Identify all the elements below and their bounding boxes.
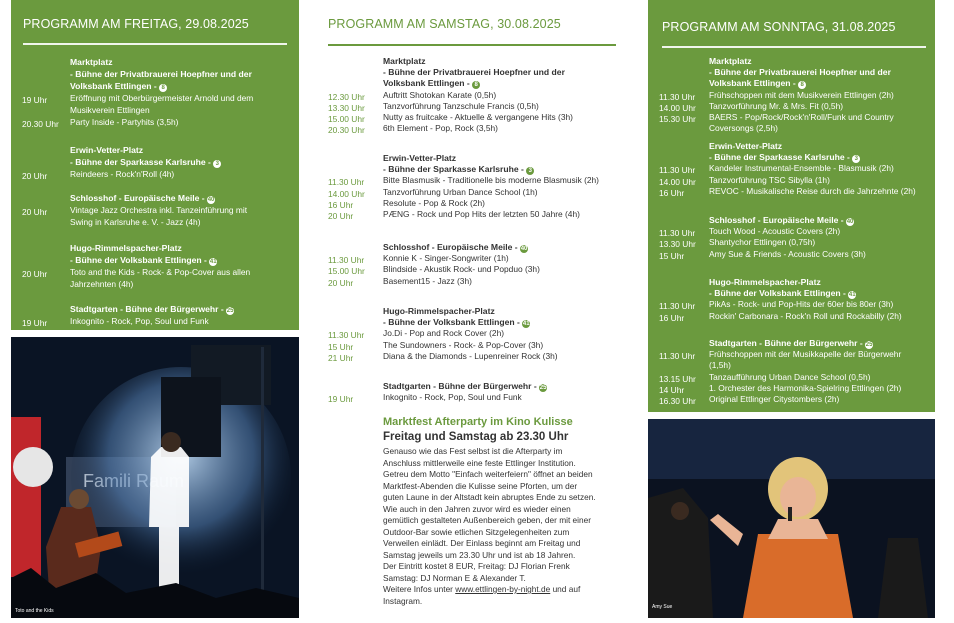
venue-number-badge: 40 [207, 197, 215, 203]
event-time: 16 Uhr [659, 187, 685, 198]
venue-heading: Schlosshof - Europäische Meile - 40 [383, 242, 528, 252]
event-description: 1. Orchester des Harmonika-Spielring Ettlingen (2h) [709, 382, 902, 393]
event-time: 13.15 Uhr [659, 373, 696, 384]
singer-photo-illustration [648, 419, 935, 618]
venue-heading: Marktplatz [383, 56, 426, 66]
event-description: Shantychor Ettlingen (0,75h) [709, 237, 816, 248]
event-description: Konnie K - Singer-Songwriter (1h) [383, 253, 509, 264]
event-description: Tanzvorführung Tanzschule Francis (0,5h) [383, 100, 539, 111]
venue-number-badge: 41 [209, 259, 217, 265]
venue-heading: Erwin-Vetter-Platz [70, 145, 144, 155]
afterparty-line: guten Laune in der Altstadt kein abruptes Ende zu setzen. [383, 492, 596, 502]
event-description: Diana & the Diamonds - Lupenreiner Rock (3h) [383, 350, 558, 361]
venue-heading: Schlosshof - Europäische Meile - 40 [709, 215, 854, 225]
event-description: (1,5h) [709, 360, 731, 371]
event-time: 11.30 Uhr [328, 255, 365, 266]
venue-number-badge: 3 [213, 160, 221, 168]
event-description: Jahrzehnten (4h) [70, 279, 134, 289]
event-description: Musikverein Ettlingen [70, 105, 150, 115]
friday-heading-rule [23, 43, 287, 45]
event-description: Original Ettlinger Citystombers (2h) [709, 394, 840, 404]
event-time: 20.30 Uhr [22, 119, 59, 129]
venue-number-badge: 3 [852, 155, 860, 163]
venue-heading: Stadtgarten - Bühne der Bürgerwehr - 25 [70, 304, 234, 314]
event-time: 15.00 Uhr [328, 114, 365, 124]
afterparty-last-line: Instagram. [383, 595, 423, 606]
event-time: 20 Uhr [22, 171, 48, 181]
venue-heading: Schlosshof - Europäische Meile - 40 [70, 193, 215, 203]
toto-and-the-kids-photo [11, 337, 299, 618]
venue-heading: Volksbank Ettlingen - 8 [383, 77, 480, 89]
event-time: 21 Uhr [328, 352, 354, 363]
event-time: 20 Uhr [22, 207, 48, 217]
event-description: Inkognito - Rock, Pop, Soul und Funk [70, 316, 209, 326]
event-description: Touch Wood - Acoustic Covers (2h) [709, 226, 841, 237]
venue-number-badge: 40 [520, 246, 528, 252]
event-time: 13.30 Uhr [659, 239, 696, 250]
event-time: 14.00 Uhr [328, 188, 365, 199]
event-time: 11.30 Uhr [328, 330, 365, 341]
friday-heading: PROGRAMM AM FREITAG, 29.08.2025 [23, 17, 249, 31]
left-photo-caption: Toto and the Kids [15, 608, 54, 614]
event-description: Resolute - Pop & Rock (2h) [383, 197, 485, 208]
afterparty-line: gemütlich gestalteten Außenbereich geben, der mit einer [383, 515, 592, 525]
afterparty-line: Anschluss mittlerweile eine feste Ettlinger Institution. [383, 457, 576, 468]
afterparty-line: Der Eintritt kostet 8 EUR, Freitag: DJ Florian Frenk [383, 561, 570, 571]
event-description: Swing in Karlsruhe e. V. - Jazz (4h) [70, 217, 201, 227]
event-time: 19 Uhr [328, 394, 354, 405]
event-time: 11.30 Uhr [659, 301, 696, 312]
event-time: 20 Uhr [328, 211, 354, 221]
event-description: PikAs - Rock- und Pop-Hits der 60er bis 80er (3h) [709, 299, 894, 310]
event-time: 11.30 Uhr [659, 165, 696, 176]
venue-heading: Hugo-Rimmelspacher-Platz [709, 277, 821, 287]
event-description: 6th Element - Pop, Rock (3,5h) [383, 123, 498, 134]
event-description: Amy Sue & Friends - Acoustic Covers (3h) [709, 248, 866, 259]
event-time: 16.30 Uhr [659, 396, 696, 406]
venue-heading: Erwin-Vetter-Platz [709, 141, 783, 151]
event-time: 20 Uhr [22, 269, 48, 279]
event-description: Basement15 - Jazz (3h) [383, 275, 472, 286]
event-description: Inkognito - Rock, Pop, Soul und Funk [383, 392, 522, 403]
afterparty-line: Verweilen einlädt. Der Einlass beginnt am Freitag und [383, 538, 581, 548]
afterparty-more-info: Weitere Infos unter www.ettlingen-by-night.de und auf [383, 584, 581, 594]
venue-heading: Erwin-Vetter-Platz [383, 153, 457, 163]
event-time: 20.30 Uhr [328, 125, 365, 136]
afterparty-subtitle: Freitag und Samstag ab 23.30 Uhr [383, 431, 569, 443]
venue-number-badge: 8 [159, 84, 167, 92]
event-description: Tanzvorführung Mr. & Mrs. Fit (0,5h) [709, 100, 844, 111]
venue-number-badge: 25 [539, 385, 547, 391]
afterparty-line: Genauso wie das Fest selbst ist die Afterparty im [383, 446, 563, 456]
venue-heading: - Bühne der Volksbank Ettlingen - 41 [70, 255, 217, 265]
event-time: 15 Uhr [659, 250, 685, 261]
venue-number-badge: 41 [848, 292, 856, 299]
event-description: Tanzvorführung TSC Sibylla (1h) [709, 174, 830, 185]
event-time: 14.00 Uhr [659, 102, 696, 113]
event-description: Reindeers - Rock'n'Roll (4h) [70, 169, 175, 179]
event-description: Tanzaufführung Urban Dance School (0,5h) [709, 371, 871, 382]
venue-heading: Volksbank Ettlingen - 8 [70, 80, 167, 92]
saturday-heading: PROGRAMM AM SAMSTAG, 30.08.2025 [328, 17, 561, 31]
event-description: Frühschoppen mit dem Musikverein Ettlingen (2h) [709, 89, 894, 100]
event-time: 12.30 Uhr [328, 91, 365, 102]
venue-number-badge: 25 [865, 342, 873, 348]
ettlingen-by-night-link[interactable]: www.ettlingen-by-night.de [455, 584, 551, 594]
venue-heading: Marktplatz [709, 56, 752, 66]
event-description: Frühschoppen mit der Musikkapelle der Bürgerwehr [709, 349, 902, 360]
event-description: Tanzvorführung Urban Dance School (1h) [383, 186, 538, 197]
venue-number-badge: 8 [472, 81, 480, 89]
venue-heading: Hugo-Rimmelspacher-Platz [383, 306, 495, 316]
event-time: 11.30 Uhr [659, 228, 696, 239]
venue-heading: Marktplatz [70, 57, 113, 67]
event-time: 15 Uhr [328, 341, 354, 352]
sunday-heading: PROGRAMM AM SONNTAG, 31.08.2025 [662, 20, 896, 34]
event-description: PÆNG - Rock und Pop Hits der letzten 50 Jahre (4h) [383, 209, 580, 219]
afterparty-line: Outdoor-Bar sowie etlichen Sitzgelegenheiten zum [383, 526, 570, 537]
event-description: The Sundowners - Rock- & Pop-Cover (3h) [383, 339, 544, 350]
venue-heading: - Bühne der Privatbrauerei Hoepfner und der [70, 69, 252, 79]
event-time: 20 Uhr [328, 277, 354, 288]
event-time: 19 Uhr [22, 95, 48, 105]
venue-heading: - Bühne der Sparkasse Karlsruhe - 3 [709, 151, 860, 163]
venue-heading: - Bühne der Volksbank Ettlingen - 41 [709, 288, 856, 299]
event-description: BAERS - Pop/Rock/Rock'n'Roll/Funk und Country [709, 112, 894, 122]
venue-heading: - Bühne der Privatbrauerei Hoepfner und der [709, 67, 891, 78]
venue-heading: - Bühne der Sparkasse Karlsruhe - 3 [70, 156, 221, 168]
event-time: 11.30 Uhr [659, 351, 696, 362]
venue-number-badge: 40 [846, 219, 854, 225]
event-description: Toto and the Kids - Rock- & Pop-Cover aus allen [70, 267, 251, 277]
event-description: Rockin' Carbonara - Rock'n Roll und Rockabilly (2h) [709, 310, 902, 321]
event-description: Kandeler Instrumental-Ensemble - Blasmusik (2h) [709, 163, 894, 174]
event-description: Vintage Jazz Orchestra inkl. Tanzeinführung mit [70, 205, 248, 215]
event-description: Jo.Di - Pop and Rock Cover (2h) [383, 328, 505, 339]
sunday-heading-rule [662, 46, 926, 48]
event-time: 19 Uhr [22, 318, 48, 328]
afterparty-line: Marktfest-Abenden die Kulisse seine Pforten, um der [383, 480, 578, 491]
venue-heading: Stadtgarten - Bühne der Bürgerwehr - 25 [383, 381, 547, 391]
afterparty-line: Samstag jeweils um 23.30 Uhr und ist ab 18 Jahren. [383, 549, 576, 560]
event-time: 13.30 Uhr [328, 102, 365, 113]
event-time: 14 Uhr [659, 384, 685, 395]
amy-sue-photo [648, 419, 935, 618]
afterparty-body [383, 446, 628, 607]
event-description: Auftritt Shotokan Karate (0,5h) [383, 89, 497, 100]
venue-heading: - Bühne der Sparkasse Karlsruhe - 3 [383, 163, 534, 175]
venue-heading: - Bühne der Privatbrauerei Hoepfner und der [383, 67, 565, 78]
afterparty-title: Marktfest Afterparty im Kino Kulisse [383, 416, 573, 428]
afterparty-line: Getreu dem Motto "Einfach weiterfeiern" öffnet an beiden [383, 469, 593, 479]
concert-photo-illustration [11, 337, 299, 618]
afterparty-line: Samstag: DJ Norman E & Alexander T. [383, 572, 526, 583]
event-time: 11.30 Uhr [659, 91, 696, 102]
friday-panel [11, 0, 299, 330]
venue-number-badge: 25 [226, 308, 234, 314]
event-description: Eröffnung mit Oberbürgermeister Arnold und dem [70, 93, 254, 103]
venue-heading: Volksbank Ettlingen - 8 [709, 77, 806, 89]
event-time: 15.00 Uhr [328, 266, 365, 277]
event-time: 11.30 Uhr [328, 177, 365, 188]
afterparty-line: Wie auch in den Jahren zuvor wird es wieder einen [383, 503, 571, 514]
venue-number-badge: 3 [526, 167, 534, 175]
event-time: 14.00 Uhr [659, 176, 696, 187]
event-description: Blindside - Akustik Rock- und Popduo (3h) [383, 264, 540, 275]
saturday-heading-rule [328, 44, 616, 46]
event-description: Coversongs (2,5h) [709, 123, 778, 134]
venue-heading: Hugo-Rimmelspacher-Platz [70, 243, 182, 253]
venue-number-badge: 41 [522, 321, 530, 328]
sunday-panel [648, 0, 935, 412]
event-description: Bitte Blasmusik - Traditionelle bis moderne Blasmusik (2h) [383, 175, 599, 186]
event-description: Nutty as fruitcake - Aktuelle & vergangene Hits (3h) [383, 112, 573, 122]
saturday-panel [317, 0, 630, 623]
event-time: 15.30 Uhr [659, 114, 696, 124]
event-description: Party Inside - Partyhits (3,5h) [70, 117, 179, 127]
event-time: 16 Uhr [659, 312, 685, 323]
venue-heading: - Bühne der Volksbank Ettlingen - 41 [383, 317, 530, 328]
venue-number-badge: 8 [798, 81, 806, 89]
event-time: 16 Uhr [328, 199, 354, 210]
venue-heading: Stadtgarten - Bühne der Bürgerwehr - 25 [709, 338, 873, 348]
event-description: REVOC - Musikalische Reise durch die Jahrzehnte (2h) [709, 185, 916, 196]
right-photo-caption: Amy Sue [652, 604, 673, 610]
